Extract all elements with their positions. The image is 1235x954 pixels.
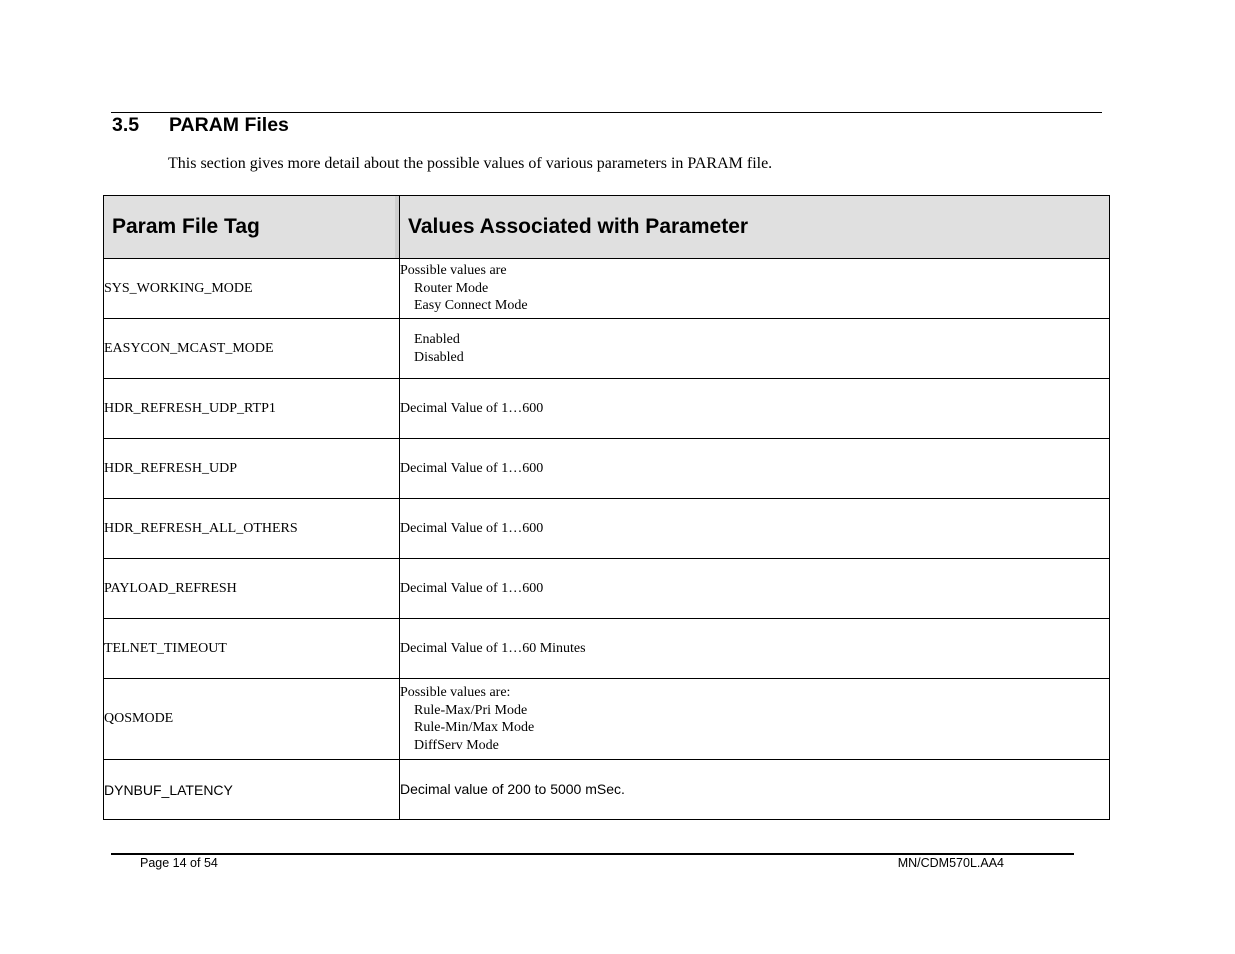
table-row — [104, 379, 1110, 439]
param-tag: HDR_REFRESH_UDP_RTP1 — [104, 379, 400, 439]
param-tag: HDR_REFRESH_UDP — [104, 439, 400, 499]
value-option: Enabled — [414, 332, 460, 347]
param-values — [400, 319, 1110, 379]
param-value: Decimal Value of 1…600 — [400, 559, 1110, 619]
param-value: Decimal Value of 1…600 — [400, 379, 1110, 439]
table-row — [104, 760, 1110, 820]
table-row — [104, 679, 1110, 760]
table-row — [104, 559, 1110, 619]
param-value: Decimal Value of 1…600 — [400, 499, 1110, 559]
table-row — [104, 319, 1110, 379]
param-tag: DYNBUF_LATENCY — [104, 760, 400, 820]
param-tag: EASYCON_MCAST_MODE — [104, 319, 400, 379]
page-number: Page 14 of 54 — [140, 856, 218, 870]
table-row — [104, 499, 1110, 559]
table-row — [104, 619, 1110, 679]
value-option: Router Mode — [414, 280, 489, 296]
header-param-file-tag: Param File Tag — [104, 196, 400, 259]
footer-rule — [111, 853, 1074, 855]
value-option: Disabled — [414, 349, 464, 365]
values-intro: Possible values are: — [400, 685, 511, 700]
value-option: Easy Connect Mode — [414, 298, 528, 314]
param-tag: PAYLOAD_REFRESH — [104, 559, 400, 619]
param-values — [400, 259, 1110, 319]
param-tag: QOSMODE — [104, 679, 400, 760]
value-option: Rule-Min/Max Mode — [414, 720, 535, 735]
param-value: Decimal Value of 1…60 Minutes — [400, 619, 1110, 679]
value-option: Rule-Max/Pri Mode — [414, 702, 528, 718]
section-intro: This section gives more detail about the possible values of various parameters in PARAM file. — [168, 155, 773, 172]
param-table — [103, 195, 1110, 820]
param-value: Decimal value of 200 to 5000 mSec. — [400, 760, 1110, 820]
value-option: DiffServ Mode — [414, 737, 499, 753]
document-id: MN/CDM570L.AA4 — [897, 856, 1004, 870]
top-rule — [111, 112, 1102, 113]
values-intro: Possible values are — [400, 263, 507, 279]
param-tag: HDR_REFRESH_ALL_OTHERS — [104, 499, 400, 559]
section-number: 3.5 — [112, 114, 140, 136]
param-values — [400, 679, 1110, 760]
header-values: Values Associated with Parameter — [400, 196, 1110, 259]
table-row — [104, 259, 1110, 319]
table-row — [104, 439, 1110, 499]
section-title: PARAM Files — [169, 114, 289, 136]
param-tag: SYS_WORKING_MODE — [104, 259, 400, 319]
param-value: Decimal Value of 1…600 — [400, 439, 1110, 499]
param-tag: TELNET_TIMEOUT — [104, 619, 400, 679]
section-heading — [112, 114, 289, 137]
